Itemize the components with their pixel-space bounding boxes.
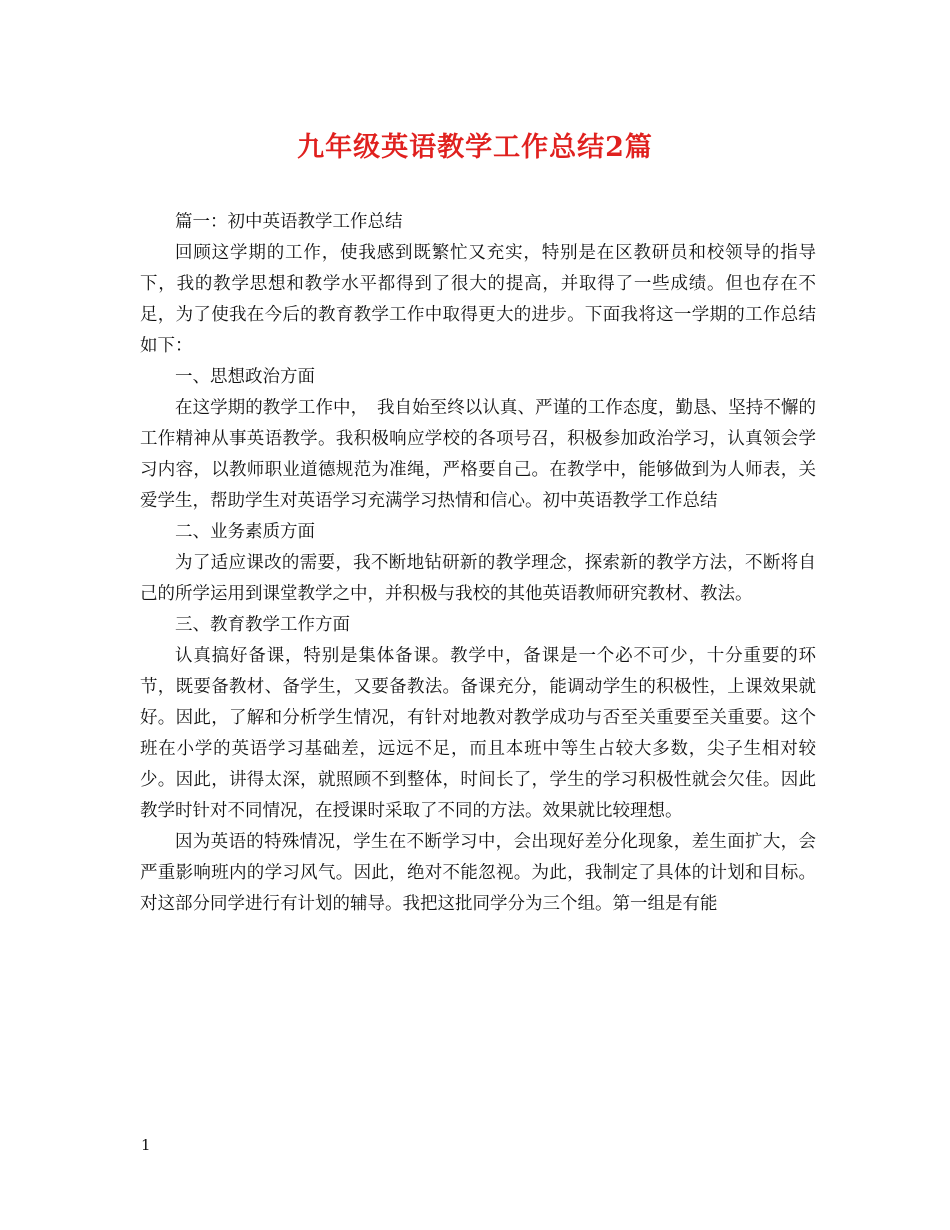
section-heading: 一、思想政治方面 — [175, 367, 315, 387]
document-title: 九年级英语教学工作总结2篇 — [297, 132, 653, 163]
paragraph: 回顾这学期的工作，使我感到既繁忙又充实，特别是在区教研员和校领导的指导下，我的教学思想和教学水平都得到了很大的提高，并取得了一些成绩。但也存在不足，为了使我在今后的教育教学工作中取得更大的进步。下面我将这一学期的工作总结如下： — [140, 243, 816, 356]
paragraph: 在这学期的教学工作中， 我自始至终以认真、严谨的工作态度，勤恳、坚持不懈的工作精神从事英语教学。我积极响应学校的各项号召，积极参加政治学习，认真领会学习内容，以教师职业道德规范为准绳，严格要自己。在教学中，能够做到为人师表，关爱学生，帮助学生对英语学习充满学习热情和信心。初中英语教学工作总结 — [140, 398, 816, 511]
paragraph: 认真搞好备课，特别是集体备课。教学中，备课是一个必不可少，十分重要的环节，既要备教材、备学生，又要备教法。备课充分，能调动学生的积极性，上课效果就好。因此，了解和分析学生情况，有针对地教对教学成功与否至关重要至关重要。这个班在小学的英语学习基础差，远远不足，而且本班中等生占较大多数，尖子生相对较少。因此，讲得太深，就照顾不到整体，时间长了，学生的学习积极性就会欠佳。因此教学时针对不同情况，在授课时采取了不同的方法。效果就比较理想。 — [140, 646, 816, 821]
paragraph: 因为英语的特殊情况，学生在不断学习中，会出现好差分化现象，差生面扩大，会严重影响班内的学习风气。因此，绝对不能忽视。为此，我制定了具体的计划和目标。对这部分同学进行有计划的辅导。我把这批同学分为三个组。第一组是有能 — [140, 832, 816, 914]
page-number: 1 — [141, 1136, 151, 1154]
section-heading: 篇一：初中英语教学工作总结 — [175, 212, 403, 232]
document-body — [140, 207, 816, 920]
paragraph: 为了适应课改的需要，我不断地钻研新的教学理念，探索新的教学方法，不断将自己的所学运用到课堂教学之中，并积极与我校的其他英语教师研究教材、教法。 — [140, 553, 816, 604]
section-heading: 三、教育教学工作方面 — [175, 615, 350, 635]
section-heading: 二、业务素质方面 — [175, 522, 315, 542]
